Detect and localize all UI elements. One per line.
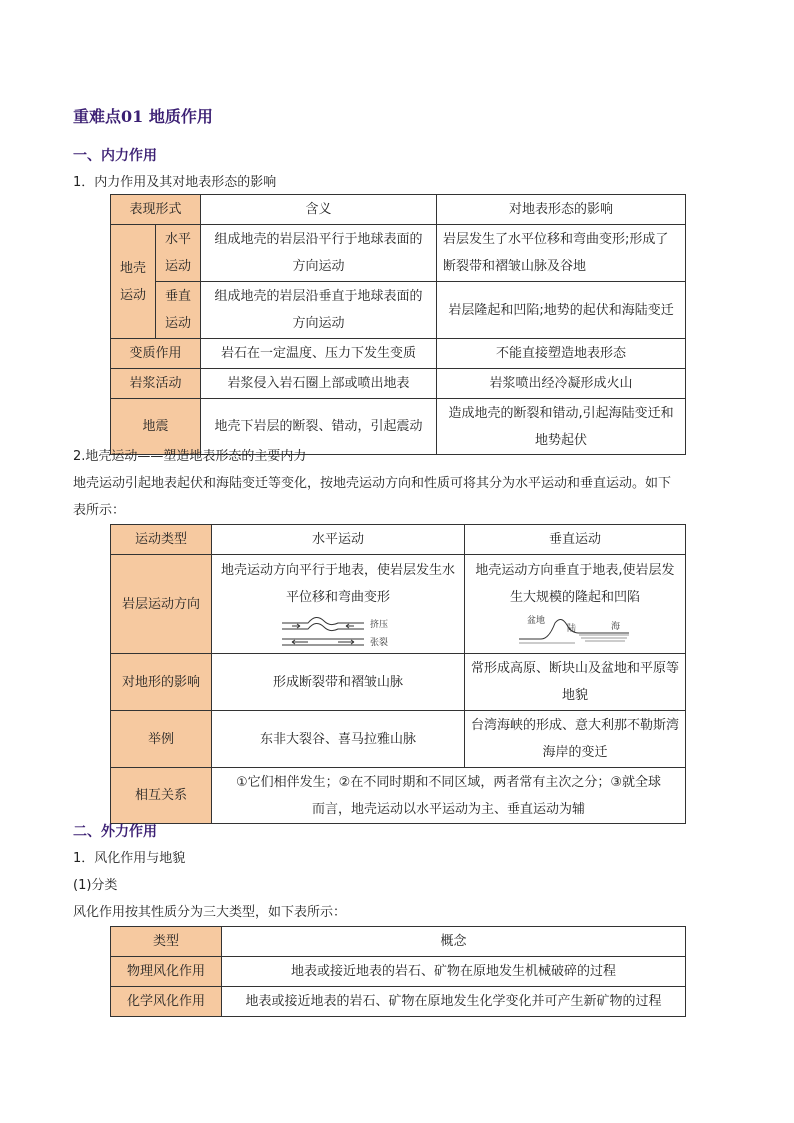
t2-direction-horizontal-text: 地壳运动方向平行于地表，使岩层发生水平位移和弯曲变形 — [220, 563, 455, 605]
t1-horizontal-meaning: 组成地壳的岩层沿平行于地球表面的方向运动 — [201, 225, 437, 282]
t2-landform-horizontal: 形成断裂带和褶皱山脉 — [212, 654, 465, 711]
t3-physical-concept: 地表或接近地表的岩石、矿物在原地发生机械破碎的过程 — [222, 957, 686, 987]
section2-sub1a: (1)分类 — [73, 878, 118, 893]
para2-line1: 地壳运动引起地表起伏和海陆变迁等变化，按地壳运动方向和性质可将其分为水平运动和垂直运动。如下 — [73, 476, 672, 491]
vertical-movement-diagram — [515, 611, 635, 651]
t1-header-meaning: 含义 — [201, 195, 437, 225]
section2-para: 风化作用按其性质分为三大类型，如下表所示： — [73, 905, 347, 920]
section2-heading: 二、外力作用 — [73, 824, 157, 840]
t3-physical-label: 物理风化作用 — [111, 957, 222, 987]
t3-chemical-concept: 地表或接近地表的岩石、矿物在原地发生化学变化并可产生新矿物的过程 — [222, 987, 686, 1017]
squeeze-label: 挤压 — [370, 620, 389, 630]
t1-earthquake-effect: 造成地壳的断裂和错动,引起海陆变迁和地势起伏 — [437, 399, 686, 455]
crust-movement-table — [110, 524, 686, 824]
t2-direction-vertical-cell — [465, 555, 686, 654]
t1-header-effect: 对地表形态的影响 — [437, 195, 686, 225]
t1-earthquake-label: 地震 — [111, 399, 201, 455]
t1-magma-meaning: 岩浆侵入岩石圈上部或喷出地表 — [201, 369, 437, 399]
t1-metamorphism-label: 变质作用 — [111, 339, 201, 369]
t1-crust-label-2: 运动 — [119, 287, 146, 303]
t1-vertical-cell — [156, 282, 201, 339]
t2-example-vertical: 台湾海峡的形成、意大利那不勒斯湾海岸的变迁 — [465, 711, 686, 768]
internal-force-table — [110, 194, 686, 455]
section1-sub1: 1．内力作用及其对地表形态的影响 — [73, 175, 277, 190]
t1-metamorphism-effect: 不能直接塑造地表形态 — [437, 339, 686, 369]
t1-vertical-label-1: 垂直 — [165, 289, 192, 304]
t2-direction-vertical-text: 地壳运动方向垂直于地表,使岩层发生大规模的隆起和凹陷 — [475, 563, 675, 605]
t1-horizontal-effect: 岩层发生了水平位移和弯曲变形;形成了断裂带和褶皱山脉及谷地 — [437, 225, 686, 282]
section1-sub2: 2.地壳运动——塑造地表形态的主要内力 — [73, 449, 307, 464]
t2-landform-label: 对地形的影响 — [111, 654, 212, 711]
t3-chemical-label: 化学风化作用 — [111, 987, 222, 1017]
horizontal-movement-diagram — [278, 611, 398, 649]
t1-metamorphism-meaning: 岩石在一定温度、压力下发生变质 — [201, 339, 437, 369]
t2-relation-line2: 而言，地壳运动以水平运动为主、垂直运动为辅 — [311, 801, 585, 817]
sea-label: 海 — [611, 622, 621, 632]
t2-example-horizontal: 东非大裂谷、喜马拉雅山脉 — [212, 711, 465, 768]
weathering-table — [110, 926, 686, 1017]
t2-direction-label: 岩层运动方向 — [111, 555, 212, 654]
t2-header-type: 运动类型 — [111, 525, 212, 555]
t2-direction-horizontal-cell — [212, 555, 465, 654]
stretch-label: 张裂 — [370, 638, 389, 648]
t2-header-horizontal: 水平运动 — [212, 525, 465, 555]
t1-horizontal-label-1: 水平 — [165, 232, 192, 247]
t2-example-label: 举例 — [111, 711, 212, 768]
t2-relation-cell — [212, 768, 686, 824]
t1-magma-effect: 岩浆喷出经冷凝形成火山 — [437, 369, 686, 399]
section1-heading: 一、内力作用 — [73, 148, 157, 164]
t1-vertical-effect: 岩层隆起和凹陷;地势的起伏和海陆变迁 — [437, 282, 686, 339]
t2-relation-label: 相互关系 — [111, 768, 212, 824]
para2-line2: 表所示： — [73, 503, 126, 518]
page-title: 重难点01 地质作用 — [73, 107, 213, 126]
t3-header-concept: 概念 — [222, 927, 686, 957]
t2-landform-vertical: 常形成高原、断块山及盆地和平原等地貌 — [465, 654, 686, 711]
t1-crust-movement-cell — [111, 225, 156, 339]
section2-sub1: 1．风化作用与地貌 — [73, 851, 186, 866]
t1-vertical-label-2: 运动 — [165, 316, 192, 331]
t1-header-form: 表现形式 — [111, 195, 201, 225]
t1-horizontal-cell — [156, 225, 201, 282]
t1-magma-label: 岩浆活动 — [111, 369, 201, 399]
t3-header-type: 类型 — [111, 927, 222, 957]
t1-earthquake-meaning: 地壳下岩层的断裂、错动，引起震动 — [201, 399, 437, 455]
t1-vertical-meaning: 组成地壳的岩层沿垂直于地球表面的方向运动 — [201, 282, 437, 339]
t2-relation-line1: ①它们相伴发生；②在不同时期和不同区域，两者常有主次之分；③就全球 — [236, 774, 661, 790]
t1-horizontal-label-2: 运动 — [165, 259, 192, 274]
land-label: 陆 — [567, 624, 577, 634]
t2-header-vertical: 垂直运动 — [465, 525, 686, 555]
t1-crust-label-1: 地壳 — [119, 260, 146, 276]
basin-label: 盆地 — [527, 616, 546, 626]
